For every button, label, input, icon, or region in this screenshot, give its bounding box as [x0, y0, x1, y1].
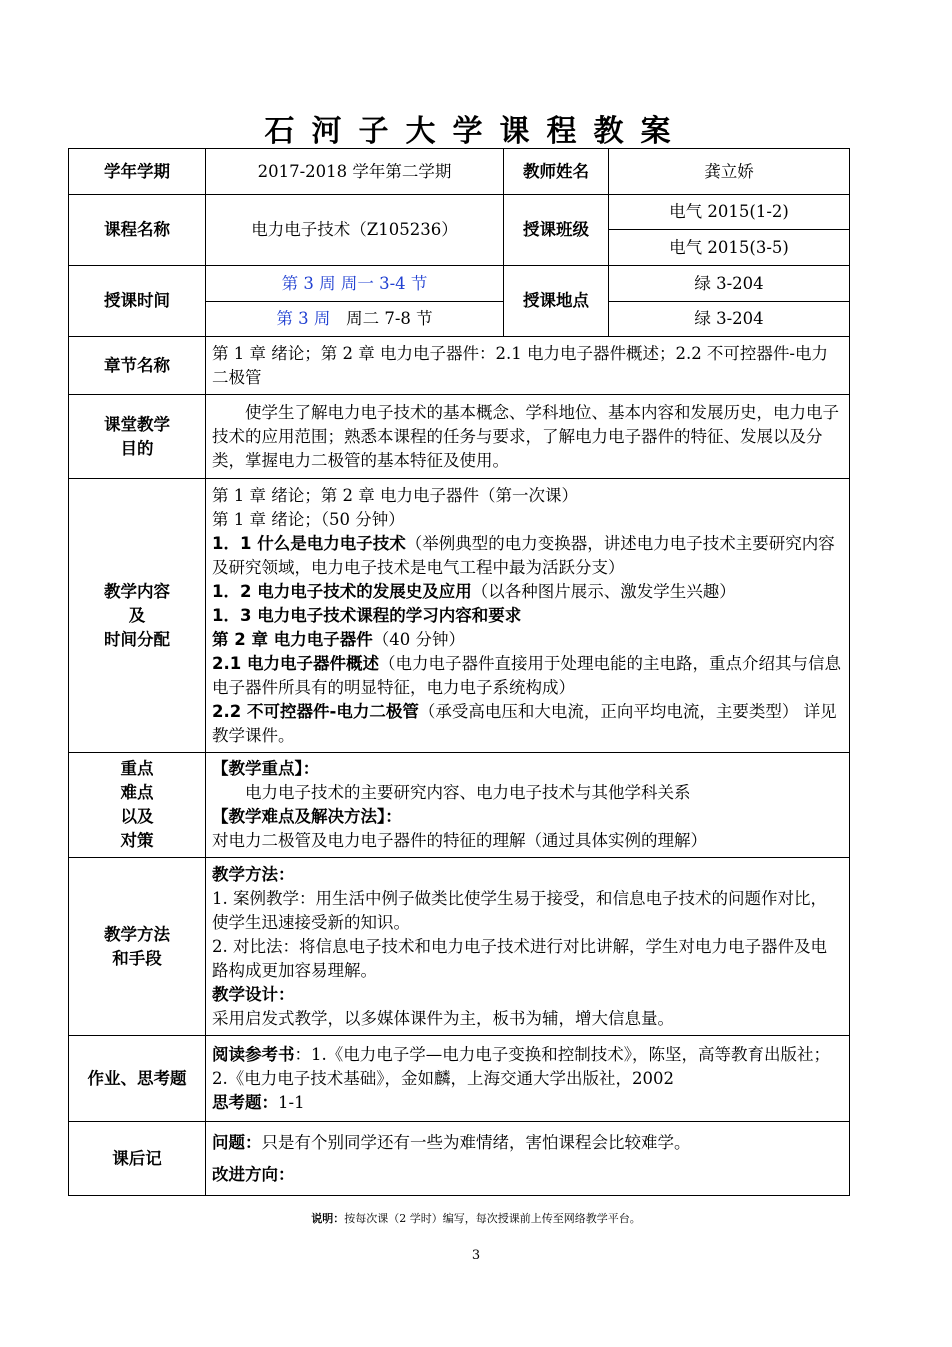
label-chapter: 章节名称: [69, 337, 206, 395]
label-course: 课程名称: [69, 195, 206, 266]
section-1-1-text: （举例典型的电力变换器，讲述电力电子技术主要研究内容及研究领域，电力电子技术是电气工程中最为活跃分支）: [212, 533, 835, 577]
section-1-2-text: （以各种图片展示、激发学生兴趣）: [471, 581, 736, 601]
section-2-1-text: （电力电子器件直接用于处理电能的主电路，重点介绍其与信息电子器件所具有的明显特征，电力电子系统构成）: [212, 653, 841, 697]
value-class-1: 电气 2015(1-2): [609, 195, 850, 230]
homework-reading-label: 阅读参考书: [212, 1044, 295, 1064]
section-2-2-title: 2.2 不可控器件-电力二极管: [212, 701, 419, 721]
label-homework: 作业、思考题: [69, 1036, 206, 1122]
label-method-line1: 教学方法: [104, 924, 170, 944]
key-heading-1: 【教学重点】：: [212, 759, 320, 778]
content-line1: 第 1 章 绪论；第 2 章 电力电子器件（第一次课）: [212, 485, 578, 505]
homework-questions-text: 1-1: [278, 1092, 305, 1112]
label-key-line4: 对策: [120, 831, 154, 850]
key-heading-2: 【教学难点及解决方法】：: [212, 807, 402, 826]
label-objective: [69, 395, 206, 479]
value-time-2-week: 第 3 周: [276, 309, 331, 328]
footer-note-text: 按每次课（2 学时）编写，每次授课前上传至网络教学平台。: [344, 1212, 641, 1225]
section-2-2-text: （承受高电压和大电流，正向平均电流，主要类型） 详见教学课件。: [212, 701, 837, 745]
value-time-2-day: 周二 7-8 节: [346, 309, 433, 328]
value-content: [206, 479, 850, 753]
value-place-2: 绿 3-204: [609, 302, 850, 337]
value-time-1: 第 3 周 周一 3-4 节: [206, 266, 504, 302]
page-title: 石河子大学课程教案: [264, 114, 688, 149]
content-chapter-2: [212, 628, 843, 652]
label-key-line2: 难点: [120, 783, 154, 802]
label-content-line1: 教学内容: [104, 581, 170, 601]
key-text-2: 对电力二极管及电力电子器件的特征的理解（通过具体实例的理解）: [212, 831, 707, 850]
value-course: 电力电子技术（Z105236）: [206, 195, 504, 266]
chapter-2-text: （40 分钟）: [372, 629, 465, 649]
label-content: [69, 479, 206, 753]
value-method: [206, 858, 850, 1036]
content-section-1-1: [212, 532, 843, 580]
label-teacher: 教师姓名: [504, 149, 609, 195]
lesson-plan-table: [68, 148, 850, 1196]
value-year-term: 2017-2018 学年第二学期: [206, 149, 504, 195]
value-teacher: 龚立娇: [609, 149, 850, 195]
homework-reading-text: ：1.《电力电子学—电力电子变换和控制技术》，陈坚，高等教育出版社；2.《电力电子技术基础》，金如麟，上海交通大学出版社，2002: [212, 1044, 830, 1088]
method-text-1: 1. 案例教学：用生活中例子做类比使学生易于接受，和信息电子技术的问题作对比，使学生迅速接受新的知识。: [212, 888, 827, 932]
after-problem-text: 只是有个别同学还有一些为难情绪，害怕课程会比较难学。: [261, 1132, 691, 1152]
label-objective-line1: 课堂教学: [104, 414, 170, 434]
homework-questions-label: 思考题：: [212, 1092, 278, 1112]
chapter-2-title: 第 2 章 电力电子器件: [212, 629, 373, 649]
footer-note: [0, 1210, 952, 1226]
label-key-line3: 以及: [120, 807, 154, 826]
key-text-1: 电力电子技术的主要研究内容、电力电子技术与其他学科关系: [245, 783, 691, 802]
page-number: 3: [471, 1248, 481, 1263]
label-method-line2: 和手段: [112, 948, 162, 968]
content-section-2-1: [212, 652, 843, 700]
method-heading-2: 教学设计：: [212, 984, 295, 1004]
content-section-1-2: [212, 580, 843, 604]
homework-reading: [212, 1043, 843, 1091]
label-place: 授课地点: [504, 266, 609, 337]
footer-note-label: 说明：: [311, 1212, 345, 1225]
method-text-2: 2. 对比法：将信息电子技术和电力电子技术进行对比讲解，学生对电力电子器件及电路构成更加容易理解。: [212, 936, 827, 980]
label-content-line3: 时间分配: [104, 629, 170, 649]
homework-questions: [212, 1091, 843, 1115]
label-class: 授课班级: [504, 195, 609, 266]
value-objective: [206, 395, 850, 479]
content-line2: 第 1 章 绪论；（50 分钟）: [212, 509, 405, 529]
method-text-3: 采用启发式教学，以多媒体课件为主，板书为辅，增大信息量。: [212, 1008, 674, 1028]
value-homework: [206, 1036, 850, 1122]
method-heading-1: 教学方法：: [212, 864, 295, 884]
value-time-2: [206, 302, 504, 337]
label-objective-line2: 目的: [120, 438, 154, 458]
label-year-term: 学年学期: [69, 149, 206, 195]
label-content-line2: 及: [128, 605, 146, 625]
label-after-class: 课后记: [69, 1122, 206, 1196]
label-key-points: [69, 753, 206, 858]
section-1-3-title: 1．3 电力电子技术课程的学习内容和要求: [212, 605, 522, 625]
value-key-points: [206, 753, 850, 858]
value-place-1: 绿 3-204: [609, 266, 850, 302]
objective-text: 使学生了解电力电子技术的基本概念、学科地位、基本内容和发展历史，电力电子技术的应用范围；熟悉本课程的任务与要求，了解电力电子器件的特征、发展以及分类，掌握电力二极管的基本特征及使用。: [212, 402, 839, 470]
label-key-line1: 重点: [120, 759, 154, 778]
label-method: [69, 858, 206, 1036]
value-class-2: 电气 2015(3-5): [609, 230, 850, 266]
after-problem-label: 问题：: [212, 1132, 262, 1152]
label-time: 授课时间: [69, 266, 206, 337]
after-improvement-label: 改进方向：: [212, 1164, 295, 1184]
section-1-1-title: 1．1 什么是电力电子技术: [212, 533, 406, 553]
section-2-1-title: 2.1 电力电子器件概述: [212, 653, 379, 673]
after-problem: [212, 1127, 843, 1159]
content-section-2-2: [212, 700, 843, 748]
value-after-class: [206, 1122, 850, 1196]
value-chapter: 第 1 章 绪论；第 2 章 电力电子器件：2.1 电力电子器件概述；2.2 不可控器件-电力二极管: [206, 337, 850, 395]
section-1-2-title: 1．2 电力电子技术的发展史及应用: [212, 581, 472, 601]
content-section-1-3: [212, 604, 843, 628]
